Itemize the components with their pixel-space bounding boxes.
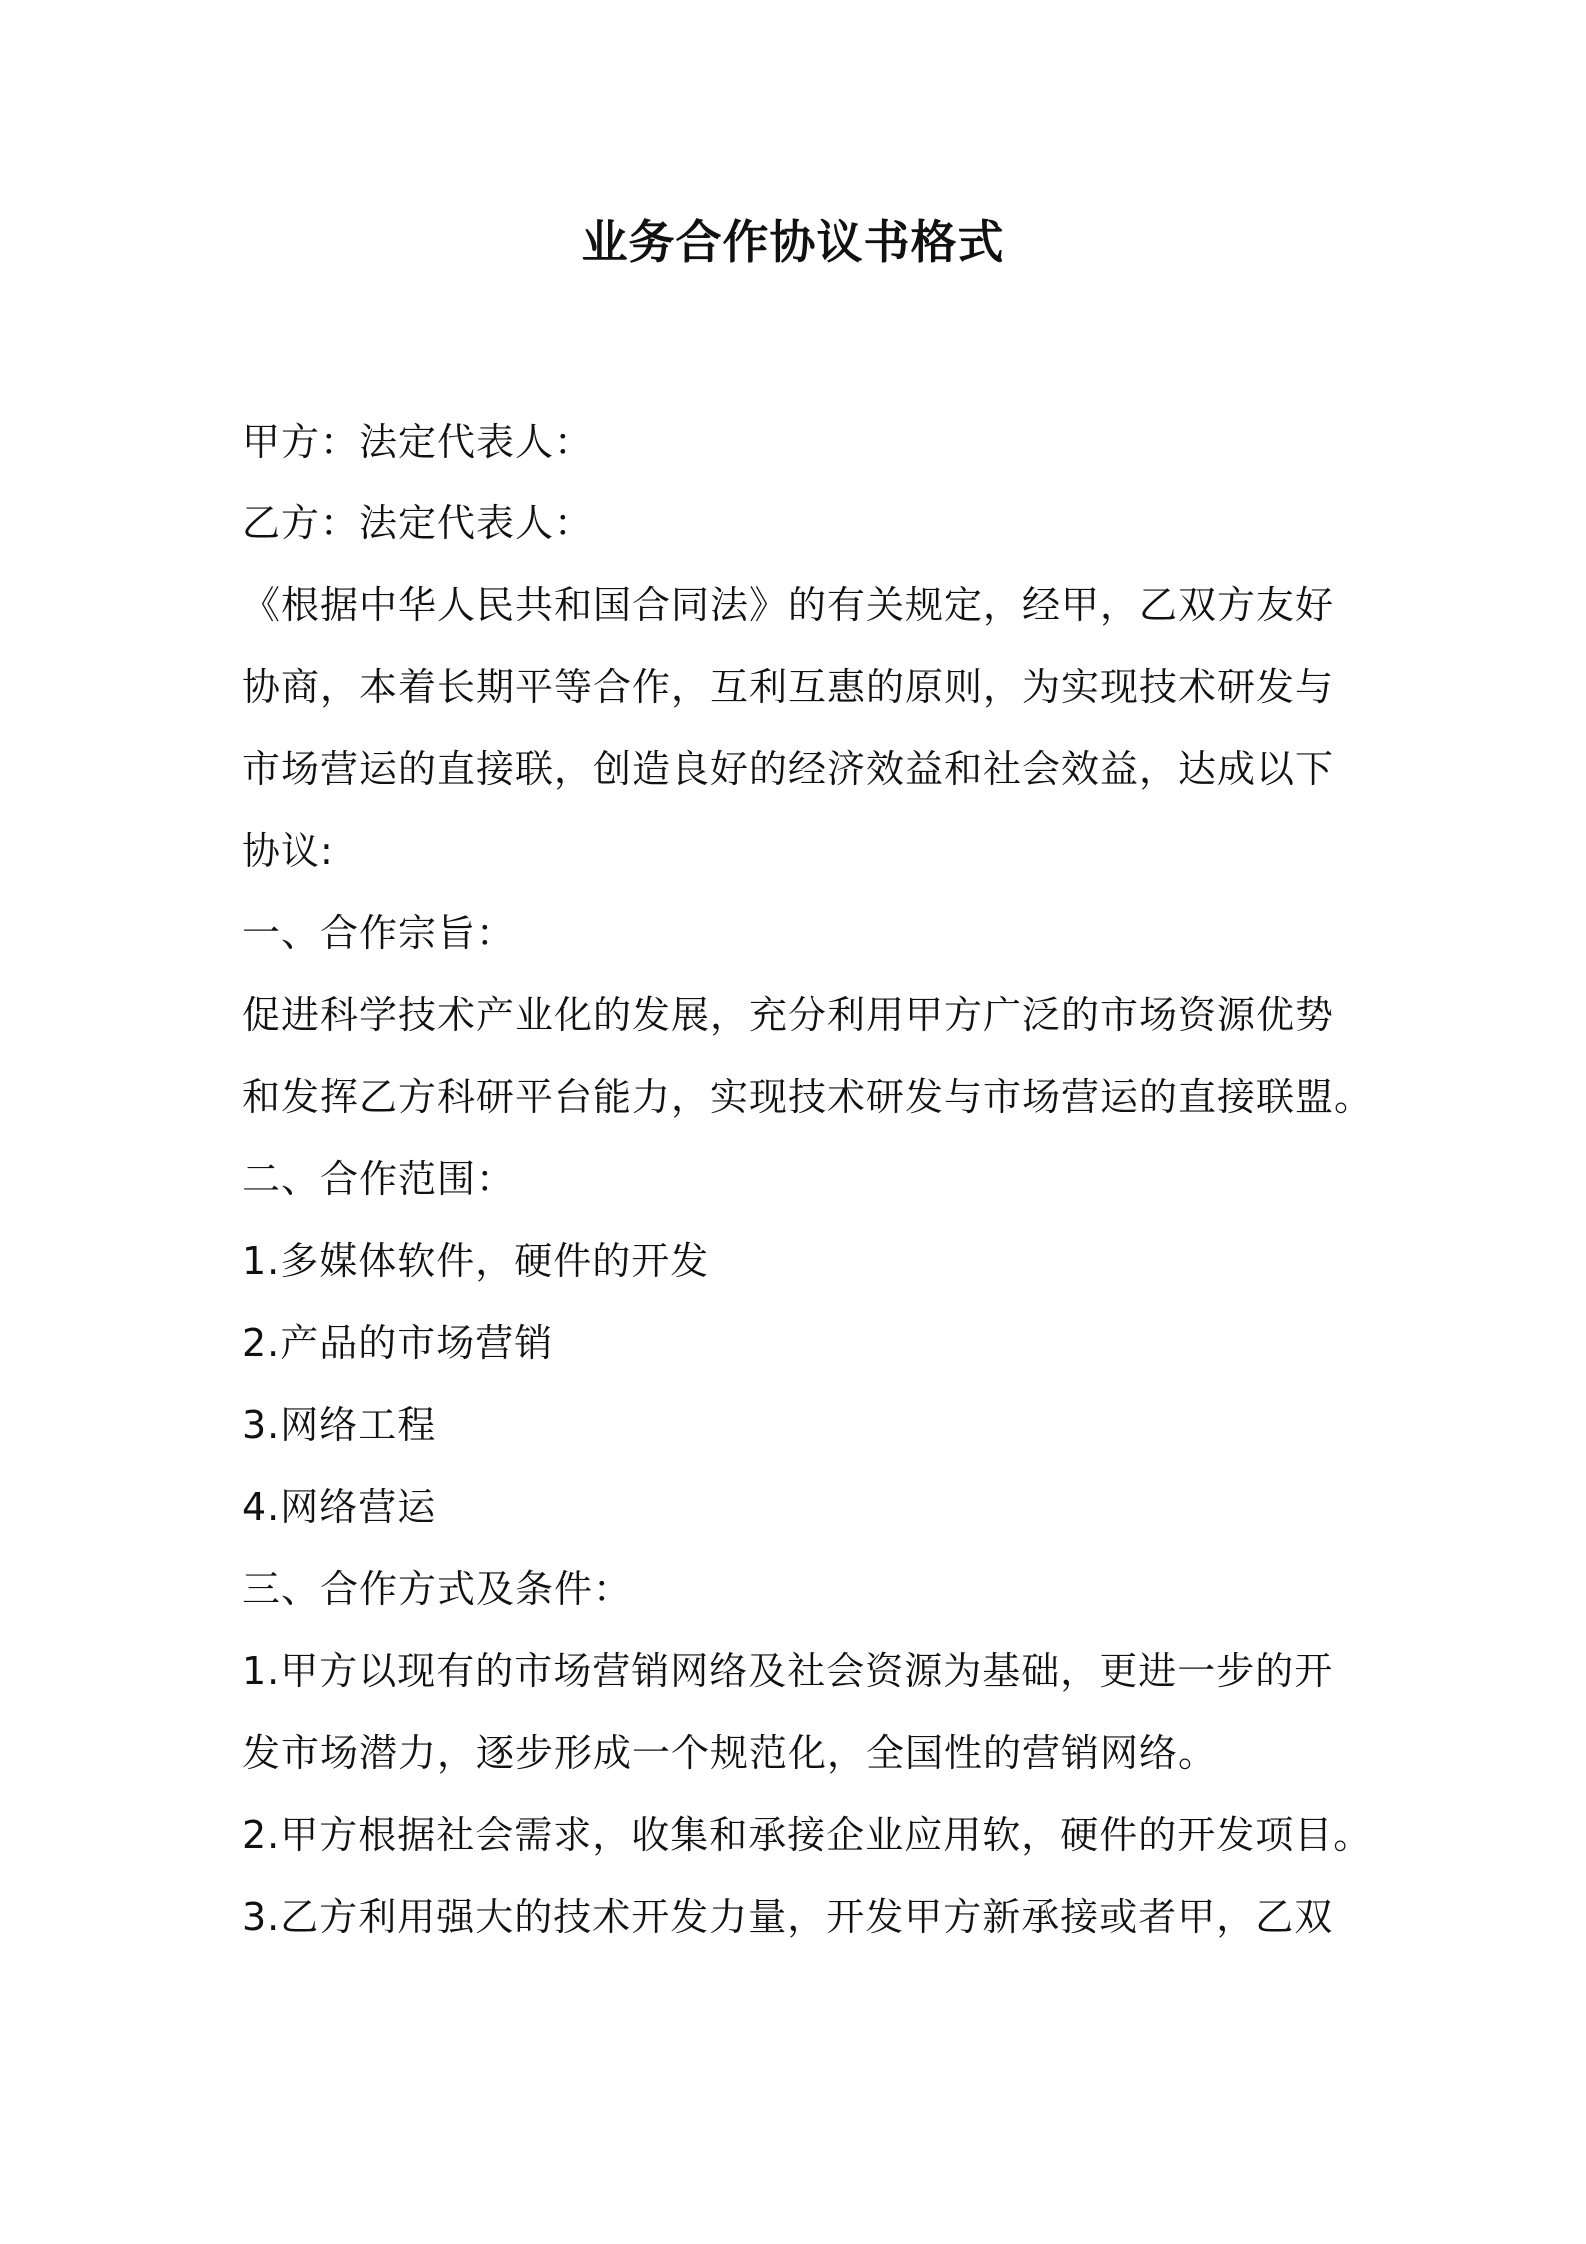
section-heading: 二、合作范围： bbox=[242, 1157, 516, 1201]
party-b-line: 乙方：法定代表人： bbox=[242, 501, 594, 545]
list-item: 1.甲方以现有的市场营销网络及社会资源为基础，更进一步的开 bbox=[242, 1649, 1334, 1693]
body-text-line: 《根据中华人民共和国合同法》的有关规定，经甲，乙双方友好 bbox=[242, 583, 1335, 627]
list-item: 1.多媒体软件，硬件的开发 bbox=[242, 1239, 710, 1283]
section-heading: 一、合作宗旨： bbox=[242, 911, 516, 955]
list-item: 4.网络营运 bbox=[242, 1485, 437, 1529]
body-text-line: 发市场潜力，逐步形成一个规范化，全国性的营销网络。 bbox=[242, 1731, 1218, 1775]
body-text-line: 促进科学技术产业化的发展，充分利用甲方广泛的市场资源优势 bbox=[242, 993, 1335, 1037]
body-text-line: 协商，本着长期平等合作，互利互惠的原则，为实现技术研发与 bbox=[242, 665, 1335, 709]
body-text-line: 协议: bbox=[242, 829, 334, 873]
party-a-line: 甲方：法定代表人： bbox=[242, 420, 594, 464]
section-heading: 三、合作方式及条件： bbox=[242, 1567, 633, 1611]
document-title: 业务合作协议书格式 bbox=[581, 215, 1005, 269]
list-item: 3.网络工程 bbox=[242, 1403, 437, 1447]
list-item: 2.甲方根据社会需求，收集和承接企业应用软，硬件的开发项目。 bbox=[242, 1813, 1373, 1857]
list-item: 2.产品的市场营销 bbox=[242, 1321, 554, 1365]
list-item: 3.乙方利用强大的技术开发力量，开发甲方新承接或者甲，乙双 bbox=[242, 1895, 1334, 1939]
body-text-line: 市场营运的直接联，创造良好的经济效益和社会效益，达成以下 bbox=[242, 747, 1335, 791]
body-text-line: 和发挥乙方科研平台能力，实现技术研发与市场营运的直接联盟。 bbox=[242, 1075, 1374, 1119]
